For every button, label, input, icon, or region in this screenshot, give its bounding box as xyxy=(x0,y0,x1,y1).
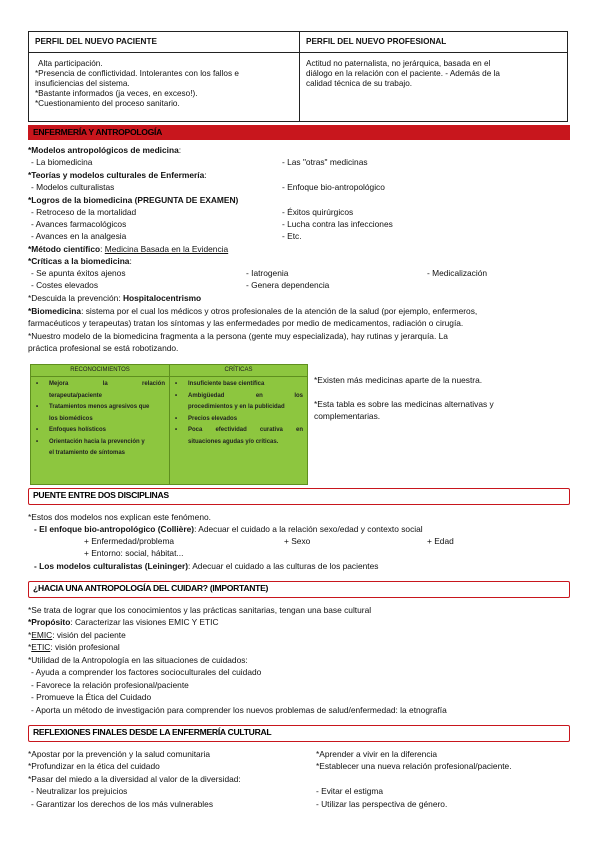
critics-label: *Críticas a la biomedicina: xyxy=(28,256,132,266)
theories-right: - Enfoque bio-antropológico xyxy=(282,182,385,192)
model-critique-2: práctica profesional se está robotizando. xyxy=(28,343,179,353)
recognitions-header: RECONOCIMIENTOS xyxy=(31,365,169,377)
prevention-line: *Descuida la prevención: Hospitalocentrismo xyxy=(28,293,202,303)
patient-profile-cell xyxy=(29,53,300,122)
reflection-item: - Garantizar los derechos de los más vulnerables xyxy=(31,799,214,809)
professional-line: diálogo en la relación con el paciente. - Además de la xyxy=(306,69,500,78)
critic-item: - Medicalización xyxy=(427,268,488,278)
factor-item: + Edad xyxy=(427,536,454,546)
achievement-item: - Lucha contra las infecciones xyxy=(282,219,393,229)
reflection-item: *Apostar por la prevención y la salud comunitaria xyxy=(28,749,211,759)
recognition-item: • Mejora la relación terapeuta/paciente xyxy=(49,379,165,402)
recognition-item: • Enfoques holísticos xyxy=(49,425,165,437)
model-critique: *Nuestro modelo de la biomedicina fragmenta a la persona (gente muy especializada), hay rutinas y jerarquía. La xyxy=(28,331,448,341)
reflection-item: *Establecer una nueva relación profesional/paciente. xyxy=(316,761,512,771)
recognition-item: • Tratamientos menos agresivos que los biomédicos xyxy=(49,402,165,425)
alternative-medicine-table xyxy=(30,364,308,485)
recognition-item: • Orientación hacia la prevención y el tratamiento de síntomas xyxy=(49,437,165,460)
patient-line: *Presencia de conflictividad. Intolerantes con los fallos e xyxy=(35,69,239,78)
section-reflexiones-header xyxy=(28,725,570,742)
method-line: *Método científico: Medicina Basada en la Evidencia xyxy=(28,244,229,254)
section-title: ENFERMERÍA Y ANTROPOLOGÍA xyxy=(33,127,163,137)
profiles-table xyxy=(28,31,568,122)
achievement-item: - Retroceso de la mortalidad xyxy=(31,207,137,217)
utility-item: - Ayuda a comprender los factores socioculturales del cuidado xyxy=(31,667,262,677)
reflection-item: *Profundizar en la ética del cuidado xyxy=(28,761,160,771)
patient-line: *Bastante informados (ja veces, en exceso!). xyxy=(35,89,198,98)
utility-item: - Aporta un método de investigación para comprender los nuevos problemas de salud/enfermedad: la etnografía xyxy=(31,705,447,715)
side-note-1: *Existen más medicinas aparte de la nuestra. xyxy=(314,375,483,385)
professional-profile-header: PERFIL DEL NUEVO PROFESIONAL xyxy=(300,32,568,53)
section-enfermeria-header xyxy=(28,125,570,140)
achievement-item: - Etc. xyxy=(282,231,302,241)
professional-line: calidad técnica de su trabajo. xyxy=(306,79,413,88)
critic-item: - Genera dependencia xyxy=(246,280,330,290)
factor-item: + Entorno: social, hábitat... xyxy=(84,548,184,558)
purpose-line: *Propósito: Caracterizar las visiones EMIC Y ETIC xyxy=(28,617,219,627)
section-title: ¿HACIA UNA ANTROPOLOGÍA DEL CUIDAR? (IMPORTANTE) xyxy=(33,583,269,593)
section-antropologia-header xyxy=(28,581,570,598)
criticism-item: • Precios elevados xyxy=(188,414,303,426)
reflection-item: *Pasar del miedo a la diversidad al valor de la diversidad: xyxy=(28,774,241,784)
section-puente-header xyxy=(28,488,570,505)
criticism-item: • Poca efectividad curativa en situaciones agudas y/o críticas. xyxy=(188,425,303,448)
utility-item: - Favorece la relación profesional/paciente xyxy=(31,680,189,690)
patient-line: *Cuestionamiento del proceso sanitario. xyxy=(35,99,180,108)
emic-line: *EMIC: visión del paciente xyxy=(28,630,126,640)
models-right: - Las "otras" medicinas xyxy=(282,157,368,167)
models-left: - La biomedicina xyxy=(31,157,93,167)
etic-line: *ETIC: visión profesional xyxy=(28,642,120,652)
reflection-item: *Aprender a vivir en la diferencia xyxy=(316,749,438,759)
theories-left: - Modelos culturalistas xyxy=(31,182,115,192)
criticisms-column xyxy=(170,365,307,484)
puente-intro: *Estos dos modelos nos explican este fenómeno. xyxy=(28,512,211,522)
critic-item: - Se apunta éxitos ajenos xyxy=(31,268,126,278)
factor-item: + Sexo xyxy=(284,536,311,546)
utility-label: *Utilidad de la Antropología en las situaciones de cuidados: xyxy=(28,655,248,665)
criticism-item: • Insuficiente base científica xyxy=(188,379,303,391)
professional-line: Actitud no paternalista, no jerárquica, basada en el xyxy=(306,59,491,68)
models-label: *Modelos antropológicos de medicina: xyxy=(28,145,182,155)
patient-profile-header: PERFIL DEL NUEVO PACIENTE xyxy=(29,32,300,53)
patient-line: Alta participación. xyxy=(38,59,103,68)
criticisms-header: CRÍTICAS xyxy=(170,365,307,377)
criticism-item: • Ambigüedad en los procedimientos y en la publicidad xyxy=(188,391,303,414)
achievements-label: *Logros de la biomedicina (PREGUNTA DE EXAMEN) xyxy=(28,195,239,205)
theories-label: *Teorías y modelos culturales de Enfermería: xyxy=(28,170,207,180)
factor-item: + Enfermedad/problema xyxy=(84,536,175,546)
side-note-2: *Esta tabla es sobre las medicinas alternativas y xyxy=(314,399,494,409)
side-note-2b: complementarias. xyxy=(314,411,381,421)
professional-profile-cell xyxy=(300,53,568,122)
culturalist-models: - Los modelos culturalistas (Leininger): Adecuar el cuidado a las culturas de los pacientes xyxy=(34,561,379,571)
section-title: REFLEXIONES FINALES DESDE LA ENFERMERÍA CULTURAL xyxy=(33,727,272,737)
biomedicine-definition: *Biomedicina: sistema por el cual los médicos y otros profesionales de la atención de la salud (por ejemplo, enfermeros, xyxy=(28,306,478,316)
reflection-item: - Evitar el estigma xyxy=(316,786,384,796)
utility-item: - Promueve la Ética del Cuidado xyxy=(31,692,152,702)
bio-approach: - El enfoque bio-antropológico (Collière): Adecuar el cuidado a la relación sexo/edad y contexto social xyxy=(34,524,423,534)
critic-item: - Costes elevados xyxy=(31,280,99,290)
recognitions-column xyxy=(31,365,170,484)
achievement-item: - Avances farmacológicos xyxy=(31,219,127,229)
biomedicine-definition-2: farmacéuticos y terapeutas) tratan los síntomas y las enfermedades por medio de medicamentos, radiación o cirugía. xyxy=(28,318,464,328)
critic-item: - Iatrogenia xyxy=(246,268,289,278)
section-title: PUENTE ENTRE DOS DISCIPLINAS xyxy=(33,490,169,500)
cultural-basis: *Se trata de lograr que los conocimientos y las prácticas sanitarias, tengan una base cultural xyxy=(28,605,372,615)
achievement-item: - Éxitos quirúrgicos xyxy=(282,207,354,217)
patient-line: insuficiencias del sistema. xyxy=(35,79,130,88)
reflection-item: - Neutralizar los prejuicios xyxy=(31,786,128,796)
reflection-item: - Utilizar las perspectiva de género. xyxy=(316,799,448,809)
achievement-item: - Avances en la analgesia xyxy=(31,231,127,241)
